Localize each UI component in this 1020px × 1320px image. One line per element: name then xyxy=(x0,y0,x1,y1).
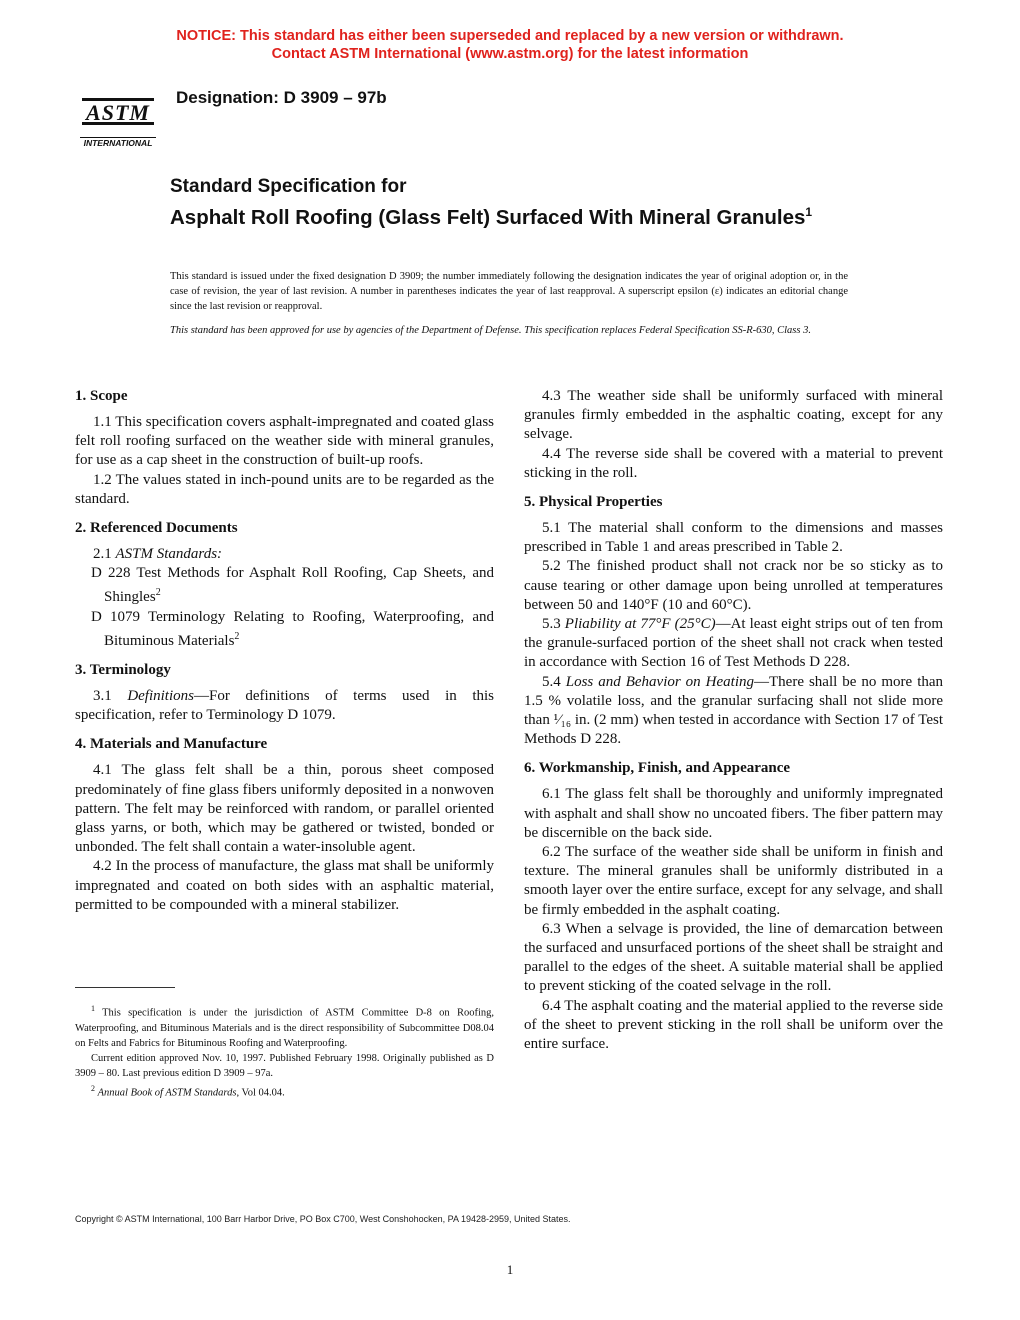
ref-d1079: D 1079 Terminology Relating to Roofing, Waterproofing, and Bituminous Materials$^2$ xyxy=(91,608,494,649)
para-6-4: 6.4 The asphalt coating and the material applied to the reverse side of the sheet to prevent sticking in the roll shall be uniform over the entire surface. xyxy=(524,997,943,1053)
para-4-1: 4.1 The glass felt shall be a thin, porous sheet composed predominately of fine glass fibers uniformly deposited in a nonwoven pattern. The felt may be reinforced with random, or parallel oriented glass yarns, or both, which may be gathered or twisted, bonded or unbonded. The felt shall contain a water-insoluble agent. xyxy=(75,762,494,856)
logo-letters: ASTM xyxy=(86,100,150,125)
document-title xyxy=(170,175,830,231)
ref-d228: D 228 Test Methods for Asphalt Roll Roofing, Cap Sheets, and Shingles$^2$ xyxy=(91,565,494,606)
logo-caption: INTERNATIONAL xyxy=(83,138,153,148)
section-4-heading: 4. Materials and Manufacture xyxy=(75,736,268,753)
para-4-4: 4.4 The reverse side shall be covered with a material to prevent sticking in the roll. xyxy=(524,445,943,481)
designation: Designation: D 3909 – 97b xyxy=(176,88,387,107)
title-line-1: Standard Specification for xyxy=(170,176,407,197)
footnote-1: $^1$ This specification is under the jurisdiction of ASTM Committee D-8 on Roofing, Waterproofing, and Bituminous Materials and is the direct responsibility of Subcommittee D08.04 on Felts and Fabrics for Bituminous Roofing and Waterproofing. xyxy=(75,1004,495,1049)
issued-statement: This standard is issued under the fixed designation D 3909; the number immediately following the designation indicates the year of original adoption or, in the case of revision, the year of last revision. A number in parentheses indicates the year of last reapproval. A superscript epsilon (ε) indicates an editorial change since the last revision or reapproval. xyxy=(170,271,848,312)
copyright-line: Copyright © ASTM International, 100 Barr Harbor Drive, PO Box C700, West Conshohocken, PA 19428-2959, United States. xyxy=(75,1214,571,1224)
notice-line-2: Contact ASTM International (www.astm.org) for the latest information xyxy=(271,46,749,62)
para-4-2: 4.2 In the process of manufacture, the glass mat shall be uniformly impregnated and coated on both sides with an asphaltic material, permitted to be compounded with a mineral stabilizer. xyxy=(75,858,494,913)
para-3-1: 3.1 Definitions—For definitions of terms used in this specification, refer to Terminology D 1079. xyxy=(75,688,494,724)
section-6-heading: 6. Workmanship, Finish, and Appearance xyxy=(524,760,791,777)
para-5-4: 5.4 Loss and Behavior on Heating—There shall be no more than 1.5 % volatile loss, and the granular surfacing shall not slide more than ¹⁄₁₆ in. (2 mm) when tested in accordance with Section 17 of Test Methods D 228. xyxy=(524,673,944,748)
footnote-rule xyxy=(75,987,175,988)
page-number: 1 xyxy=(506,1262,514,1277)
intro-block xyxy=(170,269,848,347)
para-5-3: 5.3 Pliability at 77°F (25°C)—At least eight strips out of ten from the granule-surfaced portion of the sheet shall not crack when tested in accordance with Section 16 of Test Methods D 228. xyxy=(524,616,943,671)
title-footnote-mark: 1 xyxy=(805,205,813,219)
dod-approval-statement: This standard has been approved for use by agencies of the Department of Defense. This specification replaces Federal Specification SS-R-630, Class 3. xyxy=(170,325,811,336)
para-4-3: 4.3 The weather side shall be uniformly surfaced with mineral granules firmly embedded in the asphaltic coating, except for any selvage. xyxy=(524,388,943,443)
section-1-heading: 1. Scope xyxy=(75,388,128,404)
para-6-3: 6.3 When a selvage is provided, the line of demarcation between the surfaced and unsurfaced portions of the sheet shall be straight and parallel to the edges of the sheet. A suitable material shall be applied to prevent sticking of the coated selvage in the roll. xyxy=(524,920,943,995)
para-6-1: 6.1 The glass felt shall be thoroughly and uniformly impregnated with asphalt and shall show no uncoated fibers. The fiber pattern may be discernible on the back side. xyxy=(524,786,943,841)
para-5-1: 5.1 The material shall conform to the dimensions and masses prescribed in Table 1 and areas prescribed in Table 2. xyxy=(524,520,943,556)
astm-logo xyxy=(76,78,160,150)
footnotes xyxy=(75,1001,494,1100)
para-5-2: 5.2 The finished product shall not crack nor be so sticky as to cause tearing or other damage upon being unrolled at temperatures between 50 and 140°F (10 and 60°C). xyxy=(524,558,943,613)
para-2-1: 2.1 ASTM Standards: xyxy=(93,546,223,563)
title-line-2: Asphalt Roll Roofing (Glass Felt) Surfaced With Mineral Granules$^1$ xyxy=(170,205,813,229)
footnote-2: $^2$ Annual Book of ASTM Standards, Vol 04.04. xyxy=(91,1083,285,1098)
section-5-heading: 5. Physical Properties xyxy=(524,494,663,511)
supersession-notice xyxy=(0,27,1020,63)
para-1-2: 1.2 The values stated in inch-pound units are to be regarded as the standard. xyxy=(75,471,494,507)
section-3-heading: 3. Terminology xyxy=(75,662,171,679)
section-2-heading: 2. Referenced Documents xyxy=(75,520,238,537)
footnote-1-edition: Current edition approved Nov. 10, 1997. Published February 1998. Originally published as D 3909 – 80. Last previous edition D 3909 – 97a. xyxy=(75,1052,494,1079)
left-column xyxy=(75,387,494,915)
para-1-1: 1.1 This specification covers asphalt-impregnated and coated glass felt roll roofing surfaced on the weather side with mineral granules, for use as a cap sheet in the construction of built-up roofs. xyxy=(75,414,494,469)
notice-line-1: NOTICE: This standard has either been superseded and replaced by a new version or withdrawn. xyxy=(176,28,844,44)
right-column xyxy=(524,387,943,1054)
para-6-2: 6.2 The surface of the weather side shall be uniform in finish and texture. The mineral granules shall be uniformly distributed in a smooth layer over the entire surface, except for any selvage, and shall be firmly embedded in the asphalt coating. xyxy=(524,844,943,918)
